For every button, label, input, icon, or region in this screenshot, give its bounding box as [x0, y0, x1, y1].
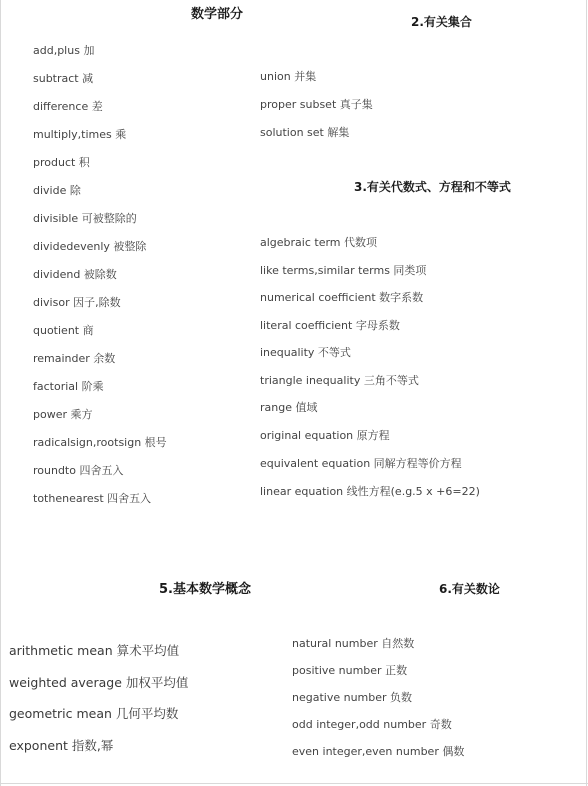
heading-sets: 2.有关集合 [411, 15, 472, 29]
list-item: natural number 自然数 [292, 637, 415, 650]
heading-number-theory: 6.有关数论 [439, 582, 500, 596]
list-item: equivalent equation 同解方程等价方程 [260, 457, 462, 470]
list-item: range 值域 [260, 401, 318, 414]
list-item: even integer,even number 偶数 [292, 745, 465, 758]
list-item: original equation 原方程 [260, 429, 390, 442]
list-item: product 积 [33, 156, 90, 169]
list-item: triangle inequality 三角不等式 [260, 374, 419, 387]
heading-basic-concepts: 5.基本数学概念 [159, 582, 251, 597]
list-item: remainder 余数 [33, 352, 116, 365]
list-item: literal coefficient 字母系数 [260, 319, 400, 332]
list-item: inequality 不等式 [260, 346, 351, 359]
list-item: power 乘方 [33, 408, 93, 421]
list-item: negative number 负数 [292, 691, 413, 704]
list-item: algebraic term 代数项 [260, 236, 378, 249]
list-item: add,plus 加 [33, 44, 95, 57]
list-item: quotient 商 [33, 324, 94, 337]
list-item: union 并集 [260, 70, 317, 83]
list-item: geometric mean 几何平均数 [9, 706, 179, 721]
list-item: positive number 正数 [292, 664, 408, 677]
list-item: exponent 指数,幂 [9, 738, 114, 753]
list-item: radicalsign,rootsign 根号 [33, 436, 167, 449]
list-item: arithmetic mean 算术平均值 [9, 643, 180, 658]
list-item: odd integer,odd number 奇数 [292, 718, 452, 731]
list-item: dividedevenly 被整除 [33, 240, 147, 253]
list-item: numerical coefficient 数字系数 [260, 291, 424, 304]
list-item: factorial 阶乘 [33, 380, 104, 393]
list-item: weighted average 加权平均值 [9, 675, 189, 690]
list-item: solution set 解集 [260, 126, 350, 139]
frame-left-border [0, 0, 1, 786]
list-item: difference 差 [33, 100, 103, 113]
list-item: divisible 可被整除的 [33, 212, 137, 225]
frame-bottom-border [0, 783, 588, 784]
frame-right-border [586, 0, 587, 786]
list-item: like terms,similar terms 同类项 [260, 264, 427, 277]
list-item: dividend 被除数 [33, 268, 117, 281]
heading-algebra: 3.有关代数式、方程和不等式 [354, 180, 511, 194]
list-item: proper subset 真子集 [260, 98, 373, 111]
list-item: subtract 减 [33, 72, 94, 85]
list-item: tothenearest 四舍五入 [33, 492, 152, 505]
list-item: roundto 四舍五入 [33, 464, 124, 477]
list-item: divide 除 [33, 184, 81, 197]
heading-math-part: 数学部分 [191, 7, 244, 22]
list-item: divisor 因子,除数 [33, 296, 121, 309]
list-item: multiply,times 乘 [33, 128, 127, 141]
list-item: linear equation 线性方程(e.g.5 x +6=22) [260, 485, 480, 498]
